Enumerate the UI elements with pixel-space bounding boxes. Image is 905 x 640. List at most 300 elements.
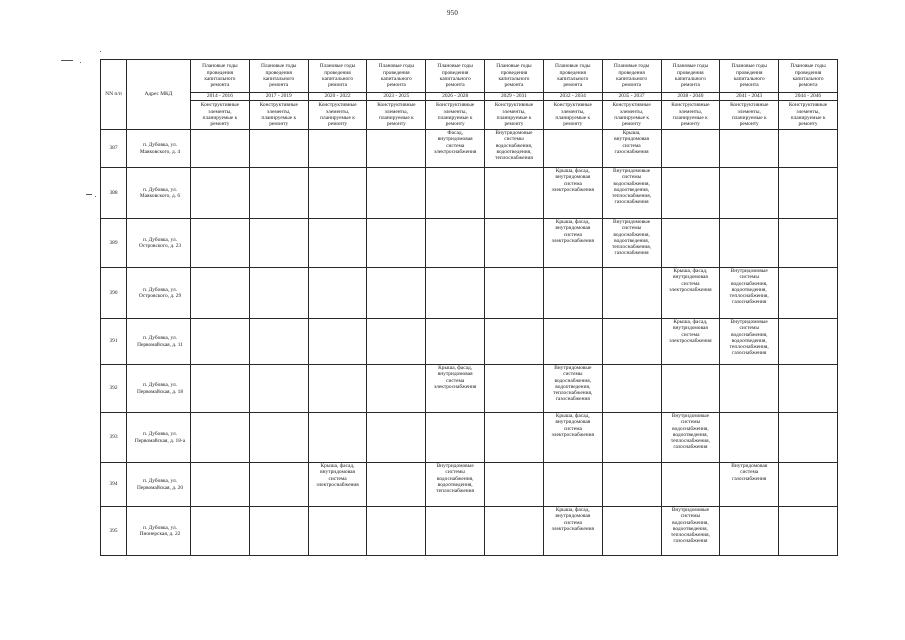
- header-elements: [249, 101, 308, 130]
- work-line: системы: [504, 136, 524, 143]
- work-line: Внутридомовые: [495, 130, 533, 136]
- work-cell: [249, 130, 308, 168]
- address-line: Первомайская, д. 18-а: [134, 437, 186, 444]
- row-address: [127, 413, 191, 463]
- work-cell: [367, 507, 426, 556]
- work-cell: [661, 130, 720, 168]
- header-plan-line: ремонта: [680, 82, 700, 89]
- scan-mark: [61, 60, 73, 61]
- work-cell: [779, 365, 838, 413]
- header-plan-line: Плановые годы: [437, 63, 473, 70]
- header-elements-line: элементы,: [561, 108, 585, 115]
- header-plan-line: ремонта: [269, 82, 289, 89]
- work-line: теплоснабжения: [436, 488, 475, 495]
- header-plan-years: [779, 60, 838, 93]
- work-cell: [367, 130, 426, 168]
- header-number: NN п/п: [101, 60, 127, 130]
- work-line: электроснабжения: [433, 148, 477, 155]
- row-address: [127, 130, 191, 168]
- header-elements-line: Конструктивные: [200, 102, 240, 109]
- header-elements-line: Конструктивные: [318, 102, 357, 109]
- header-plan-line: Плановые годы: [260, 63, 297, 70]
- work-line: Внутридомовая: [731, 463, 768, 469]
- header-elements-line: элементы,: [796, 108, 820, 115]
- table-row: [101, 130, 838, 168]
- work-cell: [779, 130, 838, 168]
- header-plan-line: капитального: [322, 76, 354, 82]
- work-line: система: [563, 180, 582, 187]
- header-elements-line: планируемые к: [614, 115, 649, 121]
- work-line: электроснабжения: [551, 431, 594, 438]
- work-line: газоснабжения: [673, 538, 708, 545]
- work-line: электроснабжения: [669, 286, 712, 293]
- header-plan-line: ремонта: [386, 82, 406, 89]
- header-plan-years: [191, 60, 250, 93]
- work-cell: [661, 463, 720, 507]
- header-elements-line: Конструктивные: [494, 102, 534, 109]
- work-cell: [779, 268, 838, 319]
- header-elements-line: ремонту: [739, 121, 759, 128]
- work-line: система: [563, 425, 582, 432]
- header-plan-years: [720, 60, 779, 93]
- table-row: [101, 219, 838, 268]
- work-line: водоотведения,: [614, 237, 650, 244]
- scan-dot: [80, 62, 81, 63]
- work-line: Крыша, фасад,: [320, 463, 355, 469]
- work-line: Крыша, фасад,: [555, 219, 590, 225]
- work-cell: [426, 219, 485, 268]
- work-line: системы: [621, 174, 642, 181]
- work-cell: [191, 365, 250, 413]
- scan-mark: [86, 194, 92, 195]
- row-address: [127, 365, 191, 413]
- header-plan-line: ремонта: [622, 82, 642, 89]
- work-line: внутридомовая: [555, 174, 591, 181]
- header-elements-line: планируемые к: [496, 115, 532, 121]
- header-elements-line: элементы,: [619, 108, 644, 115]
- header-plan-line: Плановые годы: [672, 63, 709, 70]
- work-cell: [191, 130, 250, 168]
- header-plan-years: [661, 60, 720, 93]
- header-plan-line: капитального: [204, 76, 236, 82]
- header-plan-line: проведения: [618, 69, 645, 76]
- work-cell: [367, 319, 426, 365]
- work-line: система: [681, 331, 700, 338]
- work-line: система: [622, 142, 641, 149]
- header-elements: [779, 101, 838, 130]
- header-elements-line: планируемые к: [202, 115, 238, 121]
- work-cell: [543, 507, 602, 556]
- work-line: Крыша, фасад,: [673, 319, 708, 325]
- work-cell: [720, 268, 779, 319]
- address-line: Пионерская, д. 22: [139, 531, 181, 537]
- header-period: 2017 - 2019: [249, 93, 308, 101]
- work-line: водоотведения,: [496, 148, 532, 155]
- header-elements-line: Конструктивные: [788, 102, 828, 109]
- work-line: водоотведения,: [672, 525, 708, 532]
- header-elements-line: элементы,: [678, 108, 703, 115]
- header-elements-line: ремонту: [269, 121, 289, 128]
- row-number: 388: [101, 168, 127, 219]
- work-line: Внутридомовые: [436, 463, 474, 469]
- work-cell: [426, 463, 485, 507]
- header-elements-line: ремонту: [798, 121, 818, 128]
- work-cell: [661, 168, 720, 219]
- work-cell: [661, 365, 720, 413]
- work-cell: [191, 413, 250, 463]
- work-line: Крыша, фасад,: [555, 168, 590, 174]
- work-line: водоотведения,: [614, 186, 650, 193]
- work-line: Крыша, фасад,: [555, 507, 590, 513]
- header-plan-years: [367, 60, 426, 93]
- header-elements-line: Конструктивные: [553, 102, 592, 109]
- work-line: водоснабжения,: [613, 231, 650, 238]
- row-number: 395: [101, 507, 127, 556]
- header-elements-line: ремонту: [328, 121, 348, 128]
- header-plan-line: капитального: [674, 76, 706, 82]
- work-line: внутридомовая: [320, 469, 355, 476]
- work-line: газоснабжения: [732, 350, 767, 357]
- work-cell: [661, 268, 720, 319]
- work-line: внутридомовая: [437, 136, 473, 143]
- work-cell: [485, 268, 544, 319]
- header-plan-years: [543, 60, 602, 93]
- work-cell: [485, 413, 544, 463]
- work-cell: [661, 413, 720, 463]
- work-cell: [720, 463, 779, 507]
- row-number: 391: [101, 319, 127, 365]
- header-plan-line: Плановые годы: [790, 63, 826, 70]
- work-cell: [602, 219, 661, 268]
- work-line: Фасад,: [447, 130, 463, 136]
- work-cell: [426, 130, 485, 168]
- work-line: системы: [563, 371, 583, 378]
- work-line: Внутридомовые: [554, 365, 592, 371]
- header-elements-line: ремонту: [563, 121, 583, 128]
- work-line: электроснабжения: [551, 525, 594, 532]
- work-cell: [249, 219, 308, 268]
- header-period: 2026 - 2028: [426, 93, 485, 101]
- work-line: системы: [739, 325, 759, 332]
- address-line: п. Дубовка, ул.: [143, 186, 177, 193]
- work-cell: [308, 507, 367, 556]
- work-cell: [249, 463, 308, 507]
- work-line: водоснабжения,: [672, 425, 709, 432]
- work-cell: [249, 365, 308, 413]
- header-plan-years: [249, 60, 308, 93]
- table-row: [101, 507, 838, 556]
- work-cell: [308, 219, 367, 268]
- work-line: внутридомовая: [555, 419, 591, 426]
- header-plan-line: капитального: [616, 76, 648, 82]
- work-line: теплоснабжения,: [612, 244, 652, 251]
- row-address: [127, 319, 191, 365]
- table-row: [101, 168, 838, 219]
- work-cell: [308, 365, 367, 413]
- header-elements-line: ремонту: [622, 121, 642, 128]
- work-cell: [602, 365, 661, 413]
- header-plan-line: капитального: [380, 76, 412, 82]
- work-cell: [485, 130, 544, 168]
- header-plan-line: ремонта: [504, 82, 524, 89]
- work-cell: [426, 365, 485, 413]
- work-line: Внутридомовые: [671, 507, 709, 513]
- work-line: система: [446, 142, 465, 149]
- work-line: газоснабжения: [732, 299, 767, 306]
- work-line: газоснабжения: [732, 475, 767, 482]
- header-period: 2029 - 2031: [485, 93, 544, 101]
- work-line: теплоснабжения,: [729, 293, 769, 300]
- work-cell: [779, 463, 838, 507]
- work-line: электроснабжения: [551, 237, 594, 244]
- work-cell: [191, 168, 250, 219]
- address-line: Первомайская, д. 20: [136, 484, 184, 491]
- work-line: системы: [680, 513, 701, 520]
- work-cell: [308, 319, 367, 365]
- work-cell: [720, 219, 779, 268]
- work-line: теплоснабжения,: [670, 438, 710, 445]
- work-line: внутридомовая: [555, 513, 591, 520]
- header-elements-line: планируемые к: [790, 115, 826, 121]
- work-cell: [602, 268, 661, 319]
- header-plan-line: Плановые годы: [555, 63, 591, 70]
- work-line: электроснабжения: [433, 383, 477, 390]
- header-plan-line: проведения: [206, 69, 234, 76]
- address-line: Первомайская, д. 11: [137, 341, 183, 348]
- work-cell: [485, 319, 544, 365]
- work-line: газоснабжения: [614, 148, 649, 155]
- header-plan-line: Плановые годы: [496, 63, 532, 70]
- row-number: 389: [101, 219, 127, 268]
- header-period: 2014 - 2016: [191, 93, 250, 101]
- work-line: внутридомовая: [672, 274, 708, 281]
- header-elements: [367, 101, 426, 130]
- work-line: Внутридомовые: [730, 268, 768, 274]
- header-plan-line: проведения: [794, 69, 822, 76]
- header-elements-line: Конструктивные: [436, 102, 475, 109]
- header-plan-line: капитального: [498, 76, 530, 82]
- header-period: 2020 - 2022: [308, 93, 367, 101]
- work-line: водоснабжения,: [436, 475, 474, 482]
- work-cell: [543, 268, 602, 319]
- work-cell: [308, 168, 367, 219]
- work-cell: [602, 130, 661, 168]
- work-line: водоснабжения,: [730, 280, 768, 287]
- header-plan-line: проведения: [324, 69, 351, 76]
- work-cell: [543, 219, 602, 268]
- header-plan-years: [426, 60, 485, 93]
- work-cell: [720, 319, 779, 365]
- header-plan-line: ремонта: [739, 82, 759, 89]
- header-plan-years: [602, 60, 661, 93]
- work-line: водоснабжения,: [554, 377, 592, 384]
- table-row: [101, 463, 838, 507]
- work-cell: [661, 219, 720, 268]
- work-line: Внутридомовые: [613, 168, 651, 174]
- work-cell: [426, 168, 485, 219]
- work-cell: [367, 365, 426, 413]
- address-line: п. Дубовка, ул.: [143, 382, 177, 389]
- work-cell: [308, 413, 367, 463]
- header-elements-line: Конструктивные: [612, 102, 651, 109]
- header-elements-line: планируемые к: [437, 115, 473, 121]
- header-plan-line: проведения: [441, 69, 469, 76]
- work-line: водоотведения,: [437, 481, 473, 488]
- work-cell: [367, 463, 426, 507]
- header-plan-line: капитального: [439, 76, 471, 82]
- row-address: [127, 507, 191, 556]
- work-cell: [720, 130, 779, 168]
- work-cell: [485, 507, 544, 556]
- header-plan-line: проведения: [559, 69, 587, 76]
- work-cell: [191, 268, 250, 319]
- row-number: 394: [101, 463, 127, 507]
- header-elements-line: Конструктивные: [259, 102, 298, 109]
- work-line: Крыша, фасад,: [673, 268, 708, 274]
- work-cell: [779, 507, 838, 556]
- work-cell: [720, 365, 779, 413]
- row-number: 387: [101, 130, 127, 168]
- header-elements-line: Конструктивные: [377, 102, 416, 109]
- header-plan-line: ремонта: [445, 82, 465, 89]
- work-line: внутридомовая: [614, 136, 650, 143]
- header-elements-line: Конструктивные: [730, 102, 769, 109]
- work-line: внутридомовая: [555, 225, 591, 232]
- work-cell: [426, 319, 485, 365]
- address-line: п. Дубовка, ул.: [143, 335, 177, 342]
- work-cell: [367, 168, 426, 219]
- work-cell: [779, 168, 838, 219]
- header-elements: [661, 101, 720, 130]
- work-line: система: [681, 280, 700, 287]
- work-cell: [543, 319, 602, 365]
- address-line: Маяковского, д. 6: [139, 193, 181, 199]
- address-line: Островского, д. 29: [138, 293, 182, 299]
- work-line: система: [740, 469, 759, 476]
- work-line: водоснабжения,: [730, 331, 768, 338]
- header-plan-line: капитального: [733, 76, 765, 82]
- header-elements-line: элементы,: [502, 108, 526, 115]
- header-elements-line: элементы,: [325, 108, 350, 115]
- capital-repair-table: [100, 59, 838, 556]
- header-elements-line: элементы,: [267, 108, 291, 115]
- work-cell: [543, 413, 602, 463]
- header-plan-line: капитального: [792, 76, 824, 82]
- work-line: Внутридомовые: [730, 319, 768, 325]
- work-cell: [367, 268, 426, 319]
- work-line: Крыша, фасад,: [555, 413, 590, 419]
- work-line: теплоснабжения,: [553, 390, 593, 397]
- work-cell: [485, 463, 544, 507]
- work-line: электроснабжения: [669, 337, 712, 344]
- page-number: 950: [446, 9, 459, 17]
- header-elements: [543, 101, 602, 130]
- header-elements-line: элементы,: [208, 108, 232, 115]
- work-cell: [779, 219, 838, 268]
- header-elements-line: планируемые к: [378, 115, 414, 121]
- address-line: п. Дубовка, ул.: [143, 478, 177, 485]
- scan-dot: [100, 51, 101, 52]
- work-line: водоотведения,: [672, 431, 708, 438]
- header-elements: [485, 101, 544, 130]
- work-line: электроснабжения: [316, 481, 359, 488]
- header-plan-line: Плановые годы: [613, 63, 650, 70]
- work-line: Внутридомовые: [613, 219, 651, 225]
- work-line: теплоснабжения,: [670, 532, 710, 539]
- header-period: 2041 - 2043: [720, 93, 779, 101]
- address-line: п. Дубовка, ул.: [143, 142, 177, 149]
- work-cell: [543, 463, 602, 507]
- address-line: Маяковского, д. 4: [139, 148, 181, 155]
- work-cell: [308, 268, 367, 319]
- work-cell: [602, 463, 661, 507]
- work-cell: [661, 507, 720, 556]
- work-cell: [779, 413, 838, 463]
- work-line: системы: [680, 419, 701, 426]
- work-cell: [191, 219, 250, 268]
- work-line: водоснабжения,: [672, 519, 709, 526]
- table-row: [101, 365, 838, 413]
- work-cell: [602, 319, 661, 365]
- work-cell: [779, 319, 838, 365]
- header-plan-line: проведения: [500, 69, 528, 76]
- header-elements-line: ремонту: [210, 121, 230, 128]
- table-row: [101, 413, 838, 463]
- header-elements-line: элементы,: [384, 108, 408, 115]
- work-cell: [191, 507, 250, 556]
- header-elements: [191, 101, 250, 130]
- work-cell: [426, 268, 485, 319]
- work-line: внутридомовая: [437, 371, 473, 378]
- header-elements-line: Конструктивные: [671, 102, 710, 109]
- header-plan-years: [308, 60, 367, 93]
- work-line: газоснабжения: [555, 396, 590, 403]
- work-line: газоснабжения: [673, 444, 708, 451]
- work-cell: [426, 413, 485, 463]
- work-line: водоотведения,: [731, 286, 767, 293]
- work-cell: [720, 507, 779, 556]
- work-line: системы: [445, 469, 465, 476]
- work-line: Крыша, фасад,: [438, 365, 473, 371]
- header-period: 2032 - 2034: [543, 93, 602, 101]
- header-elements-line: ремонту: [445, 121, 465, 128]
- address-line: п. Дубовка, ул.: [143, 524, 177, 531]
- header-plan-line: Плановые годы: [319, 63, 356, 70]
- row-number: 392: [101, 365, 127, 413]
- work-cell: [249, 268, 308, 319]
- work-line: водоотведения,: [731, 337, 767, 344]
- work-cell: [485, 168, 544, 219]
- work-cell: [367, 413, 426, 463]
- work-line: теплоснабжения: [495, 155, 533, 162]
- header-elements-line: планируемые к: [320, 115, 355, 121]
- table-row: [101, 319, 838, 365]
- work-cell: [367, 219, 426, 268]
- header-plan-line: ремонта: [210, 82, 230, 89]
- work-cell: [661, 319, 720, 365]
- header-plan-line: Плановые годы: [202, 63, 238, 70]
- work-line: Внутридомовые: [671, 413, 709, 419]
- work-cell: [543, 365, 602, 413]
- header-period: 2044 - 2046: [779, 93, 838, 101]
- work-cell: [485, 365, 544, 413]
- header-elements: [602, 101, 661, 130]
- address-line: п. Дубовка, ул.: [143, 431, 177, 438]
- work-cell: [191, 463, 250, 507]
- address-line: п. Дубовка, ул.: [143, 236, 177, 243]
- row-address: [127, 219, 191, 268]
- header-elements-line: элементы,: [443, 108, 467, 115]
